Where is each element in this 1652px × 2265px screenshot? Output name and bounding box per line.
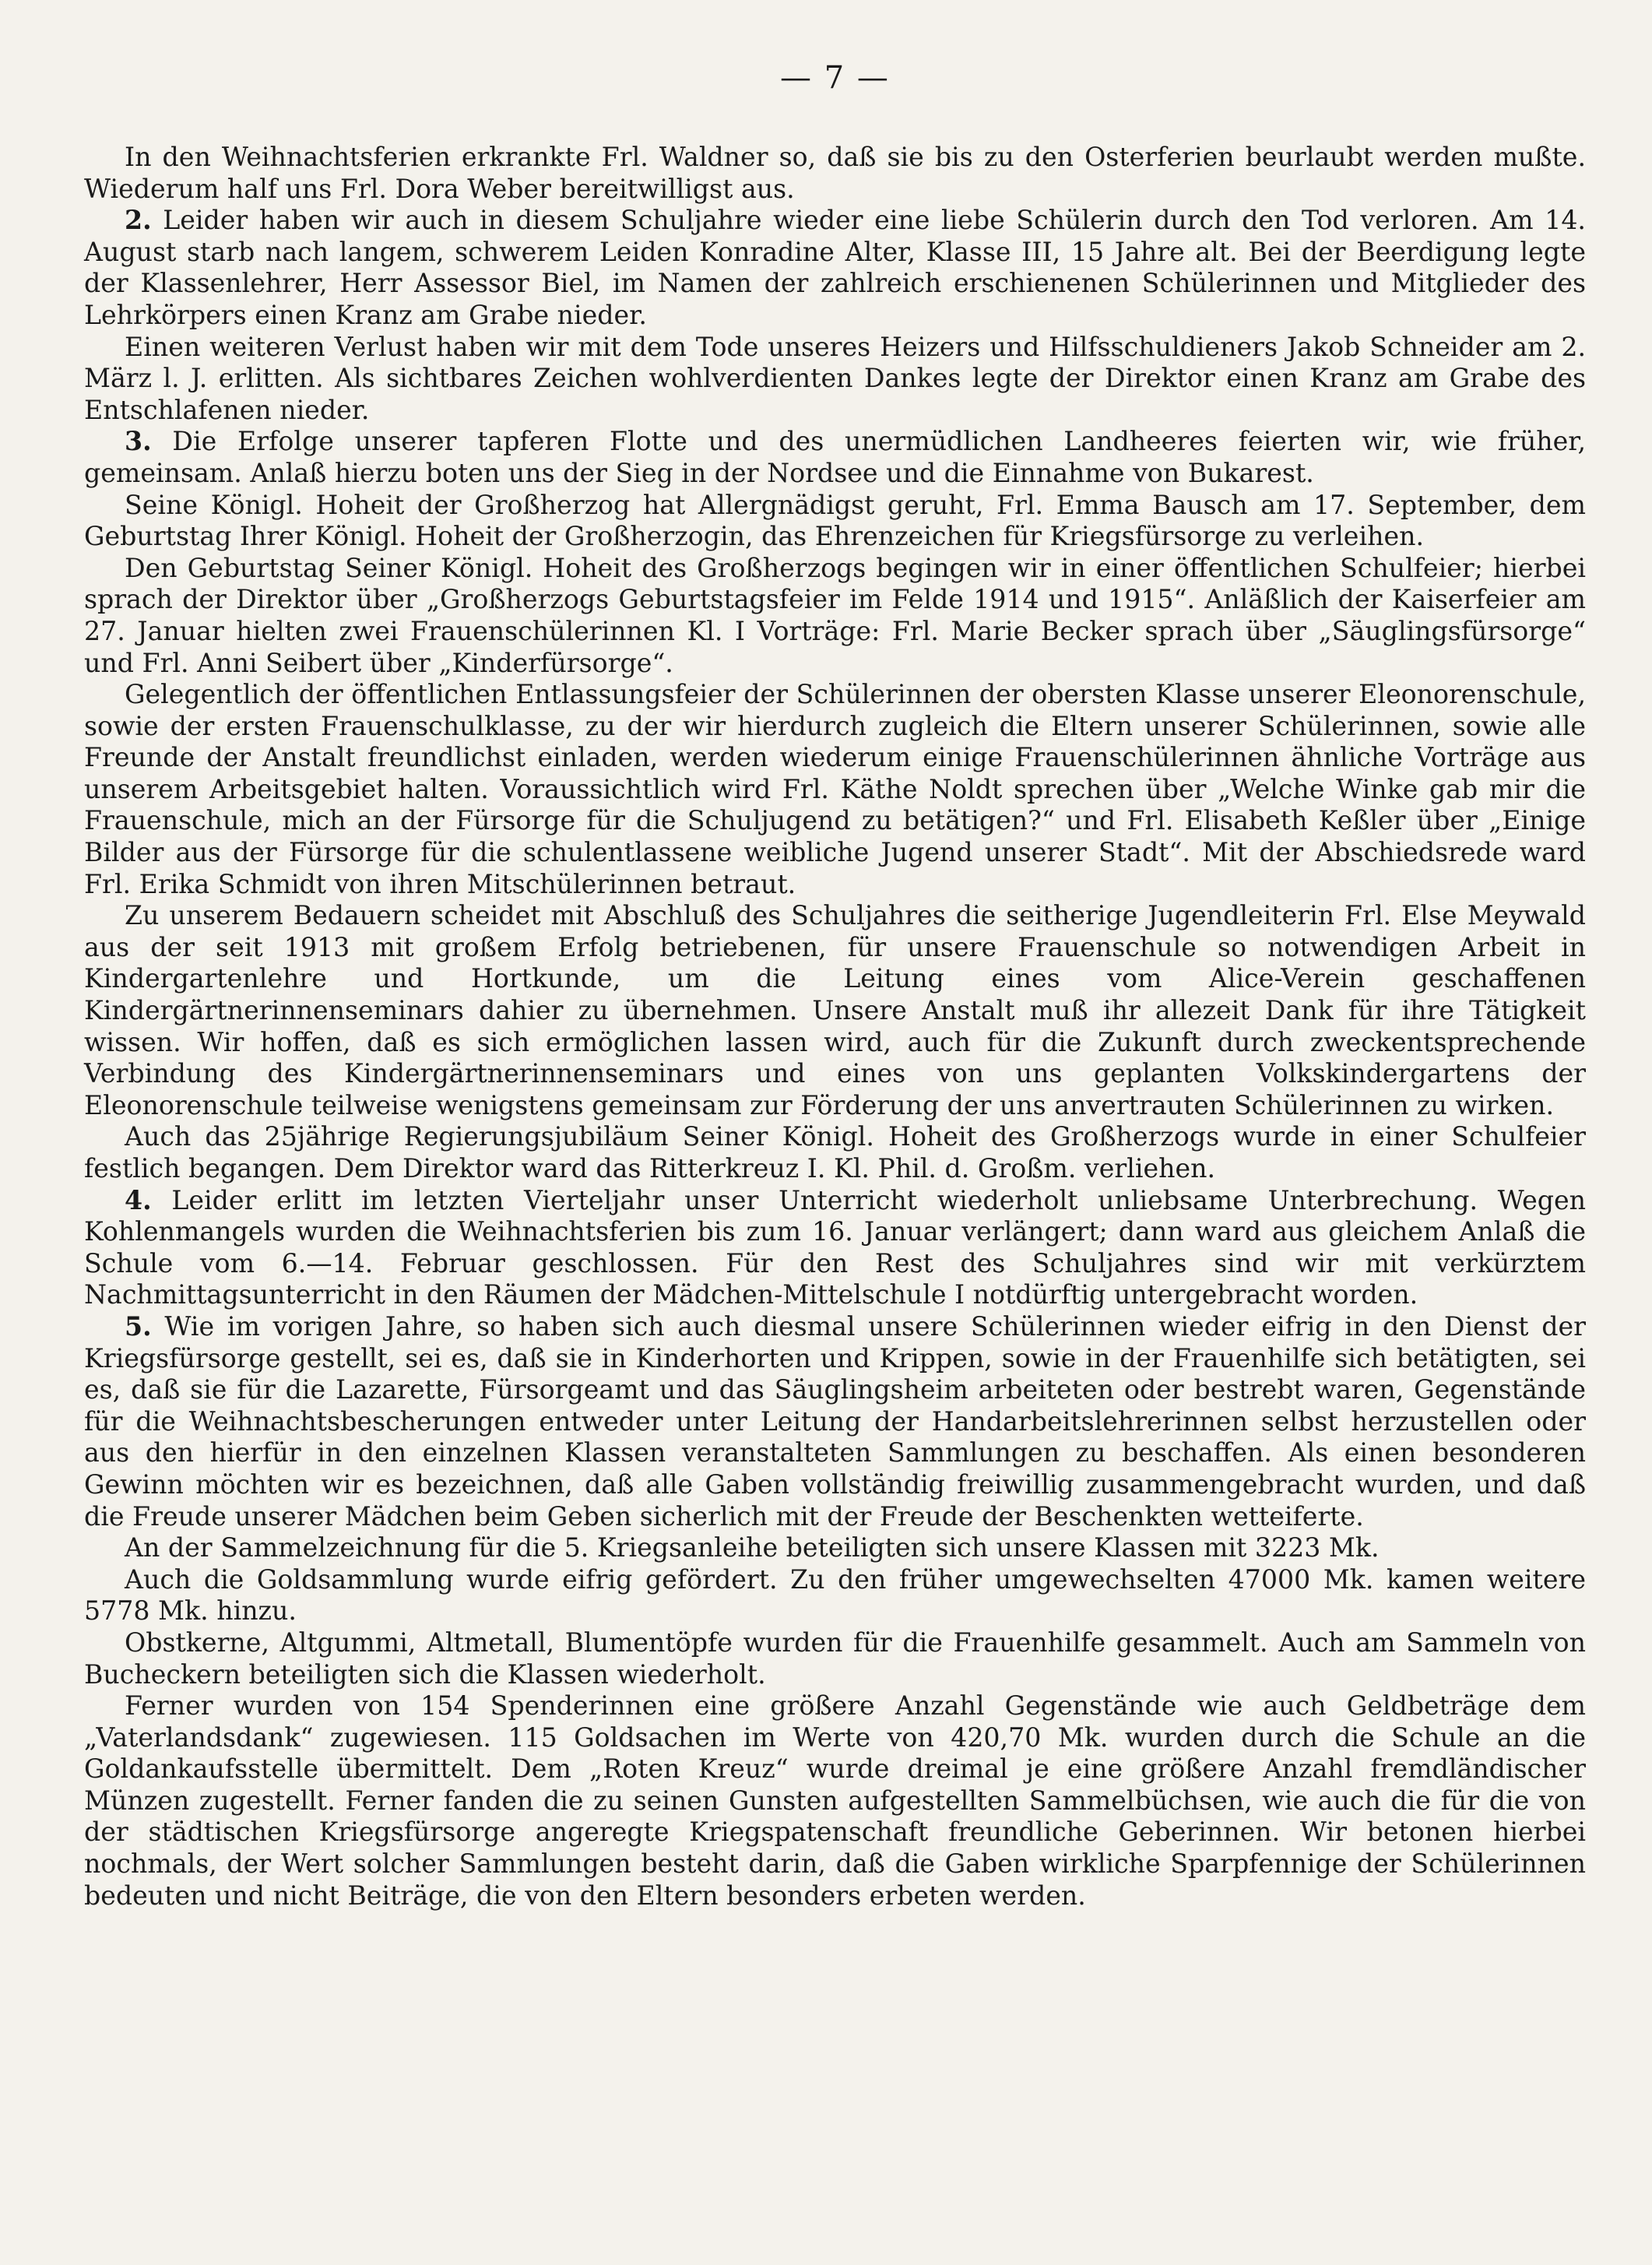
paragraph: [84, 1121, 1586, 1184]
section-number: 2.: [125, 205, 152, 236]
paragraph-text: Den Geburtstag Seiner Königl. Hoheit des Großherzogs begingen wir in einer öffentlichen Schulfeier; hierbei sprach der Direktor über „Großherzogs Geburtstagsfeier im Felde 1914 und 1915“. Anläßlich der Kaiserfeier am 27. Januar hielten zwei Frauenschülerinnen Kl. I Vorträge: Frl. Marie Becker sprach über „Säuglingsfürsorge“ und Frl. Anni Seibert über „Kinderfürsorge“.: [84, 552, 1586, 678]
paragraph-text: Seine Königl. Hoheit der Großherzog hat Allergnädigst geruht, Frl. Emma Bausch am 17. September, dem Geburtstag Ihrer Königl. Hoheit der Großherzogin, das Ehrenzeichen für Kriegsfürsorge zu verleihen.: [84, 489, 1586, 552]
paragraph-text: An der Sammelzeichnung für die 5. Kriegsanleihe beteiligten sich unsere Klassen mit 3223 Mk.: [125, 1532, 1380, 1563]
paragraph-text: Auch das 25jährige Regierungsjubiläum Seiner Königl. Hoheit des Großherzogs wurde in einer Schulfeier festlich begangen. Dem Direktor ward das Ritterkreuz I. Kl. Phil. d. Großm. verliehen.: [84, 1121, 1586, 1183]
paragraph-text: Zu unserem Bedauern scheidet mit Abschluß des Schuljahres die seitherige Jugendleiterin Frl. Else Meywald aus der seit 1913 mit großem Erfolg betriebenen, für unsere Frauenschule so notwendigen Arbeit in Kindergartenlehre und Hortkunde, um die Leitung eines vom Alice-Verein geschaffenen Kindergärtnerinnenseminars dahier zu übernehmen. Unsere Anstalt muß ihr allezeit Dank für ihre Tätigkeit wissen. Wir hoffen, daß es sich ermöglichen lassen wird, auch für die Zukunft durch zweckentsprechende Verbindung des Kindergärtnerinnenseminars und eines von uns geplanten Volkskindergartens der Eleonorenschule teilweise wenigstens gemeinsam zur Förderung der uns anvertrauten Schülerinnen zu wirken.: [84, 900, 1586, 1120]
paragraph: [84, 900, 1586, 1121]
paragraph-text: Ferner wurden von 154 Spenderinnen eine größere Anzahl Gegenstände wie auch Geldbeträge dem „Vaterlandsdank“ zugewiesen. 115 Goldsachen im Werte von 420,70 Mk. wurden durch die Schule an die Goldankaufsstelle übermittelt. Dem „Roten Kreuz“ wurde dreimal je eine größere Anzahl fremdländischer Münzen zugestellt. Ferner fanden die zu seinen Gunsten aufgestellten Sammelbüchsen, wie auch die für die von der städtischen Kriegsfürsorge angeregte Kriegspatenschaft freundliche Geberinnen. Wir betonen hierbei nochmals, der Wert solcher Sammlungen besteht darin, daß die Gaben wirkliche Sparpfennige der Schülerinnen bedeuten und nicht Beiträge, die von den Eltern besonders erbeten werden.: [84, 1690, 1586, 1911]
paragraph-text: Einen weiteren Verlust haben wir mit dem Tode unseres Heizers und Hilfsschuldieners Jakob Schneider am 2. März l. J. erlitten. Als sichtbares Zeichen wohlverdienten Dankes legte der Direktor einen Kranz am Grabe des Entschlafenen nieder.: [84, 331, 1586, 425]
paragraph-text: Wie im vorigen Jahre, so haben sich auch diesmal unsere Schülerinnen wieder eifrig in den Dienst der Kriegsfürsorge gestellt, sei es, daß sie in Kinderhorten und Krippen, sowie in der Frauenhilfe sich betätigten, sei es, daß sie für die Lazarette, Fürsorgeamt und das Säuglingsheim arbeiteten oder bestrebt waren, Gegenstände für die Weihnachtsbescherungen entweder unter Leitung der Handarbeitslehrerinnen selbst herzustellen oder aus den hierfür in den einzelnen Klassen veranstalteten Sammlungen zu beschaffen. Als einen besonderen Gewinn möchten wir es bezeichnen, daß alle Gaben vollständig freiwillig zusammengebracht wurden, und daß die Freude unserer Mädchen beim Geben sicherlich mit der Freude der Beschenkten wetteiferte.: [84, 1310, 1586, 1532]
paragraph-text: In den Weihnachtsferien erkrankte Frl. Waldner so, daß sie bis zu den Osterferien beurlaubt werden mußte. Wiederum half uns Frl. Dora Weber bereitwilligst aus.: [84, 142, 1586, 204]
paragraph: [84, 142, 1586, 205]
paragraph-text: Leider haben wir auch in diesem Schuljahre wieder eine liebe Schülerin durch den Tod verloren. Am 14. August starb nach langem, schwerem Leiden Konradine Alter, Klasse III, 15 Jahre alt. Bei der Beerdigung legte der Klassenlehrer, Herr Assessor Biel, im Namen der zahlreich erschienenen Schülerinnen und Mitglieder des Lehrkörpers einen Kranz am Grabe nieder.: [84, 205, 1586, 330]
paragraph: [84, 332, 1586, 427]
paragraph: [84, 1690, 1586, 1912]
paragraph-text: Die Erfolge unserer tapferen Flotte und des unermüdlichen Landheeres feierten wir, wie früher, gemeinsam. Anlaß hierzu boten uns der Sieg in der Nordsee und die Einnahme von Bukarest.: [84, 426, 1586, 488]
paragraph: [84, 205, 1586, 331]
section-number: 3.: [125, 426, 152, 457]
paragraph: [84, 490, 1586, 553]
paragraph: [84, 1185, 1586, 1311]
section-number: 4.: [125, 1184, 152, 1215]
body-text: [84, 142, 1586, 1912]
paragraph-text: Auch die Goldsammlung wurde eifrig gefördert. Zu den früher umgewechselten 47000 Mk. kamen weitere 5778 Mk. hinzu.: [84, 1563, 1586, 1627]
paragraph: [84, 426, 1586, 489]
paragraph: [84, 1311, 1586, 1532]
paragraph: [84, 679, 1586, 900]
paragraph: [84, 1627, 1586, 1690]
paragraph-text: Obstkerne, Altgummi, Altmetall, Blumentöpfe wurden für die Frauenhilfe gesammelt. Auch am Sammeln von Bucheckern beteiligten sich die Klassen wiederholt.: [84, 1627, 1586, 1690]
page-number: — 7 —: [780, 60, 890, 96]
paragraph: [84, 553, 1586, 679]
paragraph-text: Leider erlitt im letzten Vierteljahr unser Unterricht wiederholt unliebsame Unterbrechung. Wegen Kohlenmangels wurden die Weihnachtsferien bis zum 16. Januar verlängert; dann ward aus gleichem Anlaß die Schule vom 6.—14. Februar geschlossen. Für den Rest des Schuljahres sind wir mit verkürztem Nachmittagsunterricht in den Räumen der Mädchen-Mittelschule I notdürftig untergebracht worden.: [84, 1184, 1586, 1310]
paragraph: [84, 1532, 1586, 1564]
paragraph: [84, 1564, 1586, 1627]
section-number: 5.: [125, 1310, 152, 1342]
paragraph-text: Gelegentlich der öffentlichen Entlassungsfeier der Schülerinnen der obersten Klasse unserer Eleonorenschule, sowie der ersten Frauenschulklasse, zu der wir hierdurch zugleich die Eltern unserer Schülerinnen, sowie alle Freunde der Anstalt freundlichst einladen, werden wiederum einige Frauenschülerinnen ähnliche Vorträge aus unserem Arbeitsgebiet halten. Voraussichtlich wird Frl. Käthe Noldt sprechen über „Welche Winke gab mir die Frauenschule, mich an der Fürsorge für die Schuljugend zu betätigen?“ und Frl. Elisabeth Keßler über „Einige Bilder aus der Fürsorge für die schulentlassene weibliche Jugend unserer Stadt“. Mit der Abschiedsrede ward Frl. Erika Schmidt von ihren Mitschülerinnen betraut.: [84, 679, 1586, 899]
